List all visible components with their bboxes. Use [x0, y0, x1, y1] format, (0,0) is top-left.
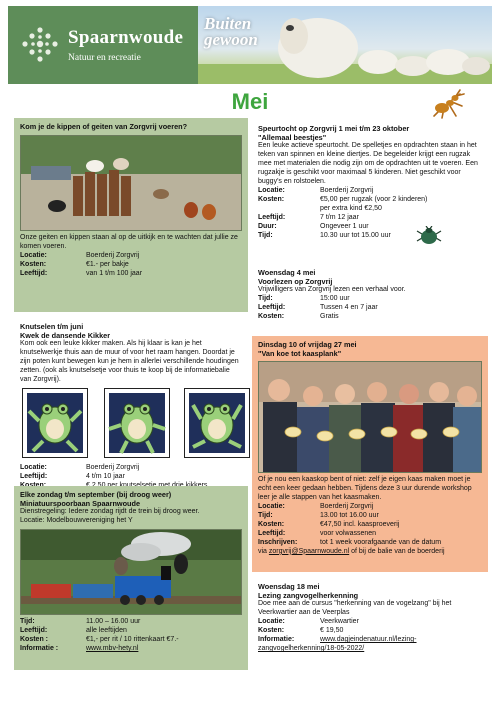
- voorlezen-title: Voorlezen op Zorgvrij: [258, 277, 333, 287]
- detail-value: tot 1 week voorafgaande van de datum: [320, 538, 442, 546]
- trein-location: Locatie: Modelbouwvereniging het Y: [20, 517, 133, 525]
- detail-label: Kosten:: [258, 520, 285, 528]
- detail-label: Locatie:: [258, 503, 285, 511]
- detail-value: Boerderij Zorgvrij: [320, 186, 374, 194]
- voorlezen-details: [258, 295, 482, 322]
- mbv-hety-link[interactable]: www.mbv-hety.nl: [86, 644, 139, 652]
- speurtocht-description: Een leuke actieve speurtocht. De spelletjes en opdrachten staan in het teken van spinnen en kleine diertjes. De begeleider krijgt een rugzak mee met materialen die nodig zijn om de opdrachten uit te voeren. Een rugzakje is geschikt voor maximaal 5 kinderen. Niet geschikt voor buggy's en rolstoelen.: [258, 142, 478, 186]
- detail-value: 11.00 – 16.00 uur: [86, 618, 141, 626]
- brand-block: [8, 6, 198, 84]
- vogelzang-date: Woensdag 18 mei: [258, 582, 320, 591]
- kaasmaken-section: [252, 336, 488, 572]
- kaas-signup: via zorgvrij@Spaarnwoude.nl of bij de balie van de boerderij: [258, 547, 445, 555]
- detail-label: Kosten:: [258, 313, 285, 321]
- detail-label: Leeftijd:: [258, 213, 286, 221]
- knutselen-subtitle: Kwek de dansende Kikker: [20, 331, 111, 341]
- kippen-description: Onze geiten en kippen staan al op de uitkijk en te wachten dat jullie ze komen voeren.: [20, 234, 238, 251]
- kippen-voeren-section: [14, 118, 248, 312]
- detail-label: Locatie:: [20, 252, 47, 260]
- detail-label: Leeftijd:: [20, 627, 48, 635]
- vogelzang-details: [258, 618, 482, 645]
- kaas-description: Of je nou een kaaskop bent of niet: zelf je eigen kaas maken moet je echt een keer gedaan hebben. Tijdens deze 3 uur durende workshop leer je alle stappen van het kaasmaken.: [258, 476, 472, 502]
- trein-details: [20, 618, 242, 654]
- detail-label: Tijd:: [20, 618, 35, 626]
- voorlezen-description: Vrijwilligers van Zorgvrij lezen een verhaal voor.: [258, 286, 406, 294]
- knutselen-section: [14, 318, 248, 478]
- dagjeindenatuur-link-continued[interactable]: zangvogelherkenning/18-05-2022/: [258, 644, 365, 652]
- detail-value: € 19,50: [320, 627, 344, 635]
- detail-label: Tijd:: [258, 231, 273, 239]
- detail-value: €1,- per rit / 10 rittenkaart €7.-: [86, 636, 179, 644]
- beetle-icon: [416, 226, 442, 246]
- miniatuurspoorbaan-section: [14, 486, 248, 670]
- ant-icon: [430, 88, 466, 120]
- goats-chickens-photo: [20, 135, 242, 231]
- detail-value: €1.- per bakje: [86, 260, 129, 268]
- kippen-title: Kom je de kippen of geiten van Zorgvrij voeren?: [20, 122, 188, 131]
- detail-value: 7 t/m 12 jaar: [320, 213, 359, 221]
- detail-label: Informatie:: [258, 636, 295, 644]
- detail-label: Kosten:: [258, 195, 285, 203]
- miniature-train-photo: [20, 529, 242, 615]
- detail-value: €5,00 per rugzak (voor 2 kinderen): [320, 195, 428, 203]
- frog-craft-image-1: [22, 388, 88, 458]
- brand-tagline: Natuur en recreatie: [68, 52, 141, 63]
- detail-value: alle leeftijden: [86, 627, 127, 635]
- trein-title: Elke zondag t/m september (bij droog weer): [20, 490, 172, 499]
- spaarnwoude-logo-icon: [20, 25, 60, 65]
- voorlezen-date: Woensdag 4 mei: [258, 268, 316, 277]
- speurtocht-title: Speurtocht op Zorgvrij 1 mei t/m 23 oktober: [258, 124, 410, 133]
- speurtocht-section: [252, 120, 488, 260]
- cheese-makers-photo: [258, 361, 482, 473]
- detail-value: Boerderij Zorgvrij: [86, 463, 140, 471]
- frog-craft-image-2: [104, 388, 170, 458]
- detail-value: per extra kind €2,50: [320, 204, 382, 212]
- detail-value: van 1 t/m 100 jaar: [86, 269, 143, 277]
- speurtocht-details: [258, 187, 482, 241]
- detail-label: Leeftijd:: [20, 472, 48, 480]
- detail-label: Leeftijd:: [20, 269, 48, 277]
- vogelzang-description: Doe mee aan de cursus "herkenning van de vogelzang" bij het Veerkwartier aan de Veerplas: [258, 600, 452, 617]
- buiten-gewoon-logo: Buiten gewoon: [204, 14, 258, 50]
- kaas-details: [258, 503, 482, 548]
- detail-label: Tijd:: [258, 512, 273, 520]
- voorlezen-section: [252, 264, 488, 328]
- knutselen-description: Kom ook een leuke kikker maken. Als hij klaar is kan je het knutselwerkje thuis aan de muur of voor het raam hangen. Doordat je zijn poten kunt bewegen kun je hem in allerlei verschillende houdingen zetten. (ook als knutselsetje voor thuis te koop bij de informatiebalie van Zorgvrij).: [20, 340, 239, 384]
- kippen-details: [20, 252, 242, 279]
- frog-craft-image-3: [184, 388, 250, 458]
- detail-value: voor volwassenen: [320, 529, 377, 537]
- detail-value: 15:00 uur: [320, 295, 350, 303]
- trein-schedule: Dienstregeling: Iedere zondag rijdt de trein bij droog weer.: [20, 508, 200, 516]
- detail-value: Boerderij Zorgvrij: [320, 503, 374, 511]
- detail-label: Kosten :: [20, 636, 48, 644]
- sheep-banner-photo: [198, 6, 492, 84]
- detail-label: Leeftijd:: [258, 529, 286, 537]
- detail-label: Kosten:: [20, 260, 47, 268]
- kaas-title: "Van koe tot kaasplank": [258, 349, 342, 359]
- detail-value: Tussen 4 en 7 jaar: [320, 304, 378, 312]
- dagjeindenatuur-link[interactable]: www.dagjeindenatuur.nl/lezing-: [320, 636, 417, 644]
- detail-label: Leeftijd:: [258, 304, 286, 312]
- detail-value: Ongeveer 1 uur: [320, 222, 369, 230]
- detail-label: Duur:: [258, 222, 277, 230]
- vogelzang-section: [252, 578, 488, 670]
- detail-value: Veerkwartier: [320, 618, 359, 626]
- detail-value: €47,50 incl. kaasproeverij: [320, 520, 400, 528]
- detail-label: Kosten:: [258, 627, 285, 635]
- detail-value: 13.00 tot 16.00 uur: [320, 512, 379, 520]
- kaas-date: Dinsdag 10 of vrijdag 27 mei: [258, 340, 357, 349]
- detail-label: Locatie:: [20, 463, 47, 471]
- speurtocht-subtitle: "Allemaal beestjes": [258, 133, 327, 143]
- detail-label: Informatie :: [20, 644, 59, 652]
- page-header: [8, 6, 492, 84]
- trein-subtitle: Miniatuurspoorbaan Spaarnwoude: [20, 499, 141, 509]
- detail-value: 4 t/m 10 jaar: [86, 472, 125, 480]
- detail-value: Boerderij Zorgvrij: [86, 252, 140, 260]
- detail-value: 10.30 uur tot 15.00 uur: [320, 231, 391, 239]
- month-title: Mei: [231, 89, 269, 114]
- detail-label: Inschrijven:: [258, 538, 298, 546]
- detail-label: Locatie:: [258, 186, 285, 194]
- knutselen-title: Knutselen t/m juni: [20, 322, 84, 331]
- vogelzang-title: Lezing zangvogelherkenning: [258, 591, 359, 601]
- detail-label: Tijd:: [258, 295, 273, 303]
- detail-label: [258, 205, 316, 214]
- detail-label: Locatie:: [258, 618, 285, 626]
- zorgvrij-email-link[interactable]: zorgvrij@Spaarnwoude.nl: [268, 547, 350, 555]
- detail-value: Gratis: [320, 313, 339, 321]
- brand-name: Spaarnwoude: [68, 27, 184, 49]
